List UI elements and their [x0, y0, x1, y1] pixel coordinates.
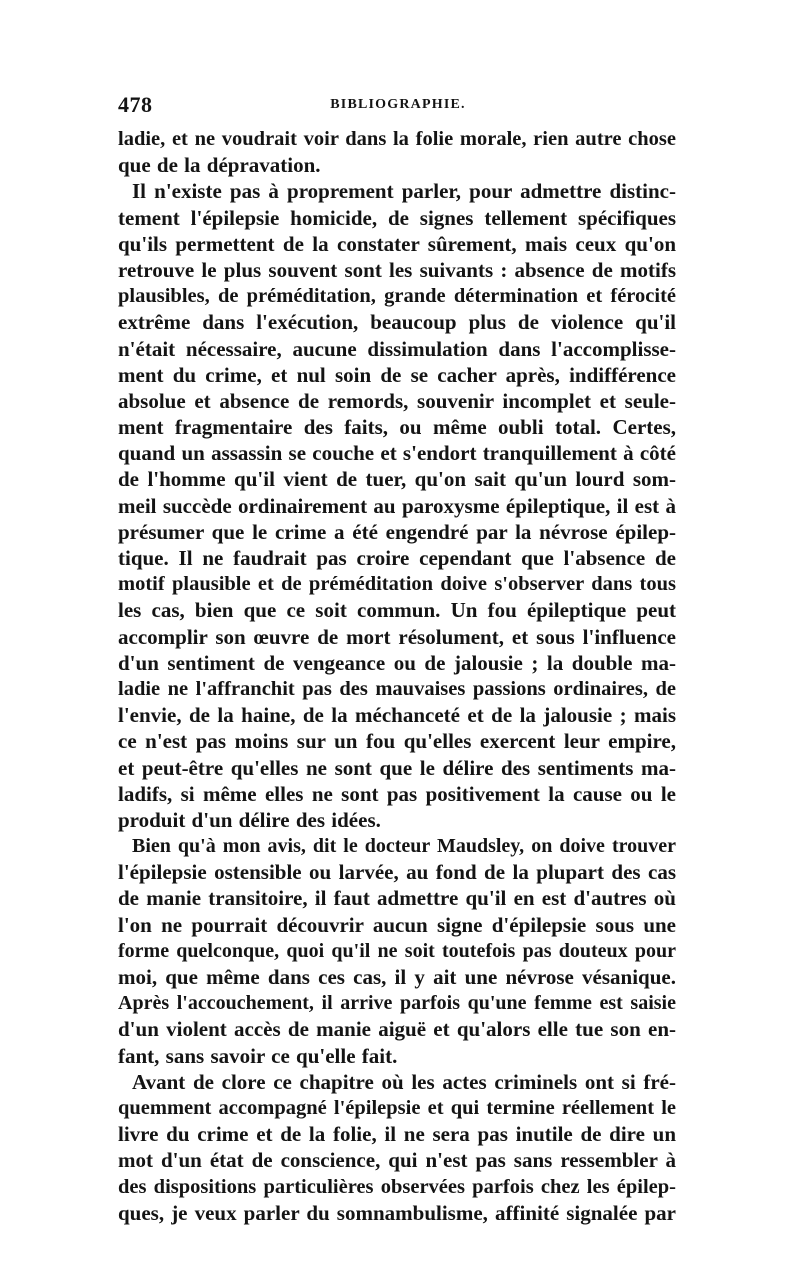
- text-line: l'épilepsie ostensible ou larvée, au fond de la plupart des cas: [118, 860, 676, 885]
- text-line: l'envie, de la haine, de la méchanceté et de la jalousie ; mais: [118, 703, 676, 728]
- text-line: de l'homme qu'il vient de tuer, qu'on sait qu'un lourd som-: [118, 467, 676, 492]
- text-line: motif plausible et de préméditation doive s'observer dans tous: [118, 573, 676, 596]
- text-line: absolue et absence de remords, souvenir incomplet et seule-: [118, 388, 676, 413]
- text-line: moi, que même dans ces cas, il y ait une névrose vésanique.: [118, 965, 676, 989]
- text-line: quemment accompagné l'épilepsie et qui termine réellement le: [118, 1096, 676, 1119]
- text-line: tique. Il ne faudrait pas croire cependant que l'absence de: [118, 546, 676, 570]
- text-line: Après l'accouchement, il arrive parfois qu'une femme est saisie: [118, 992, 676, 1015]
- text-line: ment fragmentaire des faits, ou même oubli total. Certes,: [118, 415, 676, 440]
- running-head: BIBLIOGRAPHIE.: [330, 97, 466, 112]
- text-line: Avant de clore ce chapitre où les actes criminels ont si fré-: [132, 1069, 676, 1094]
- text-line: d'un violent accès de manie aiguë et qu'alors elle tue son en-: [118, 1017, 676, 1042]
- text-line: ladie, et ne voudrait voir dans la folie morale, rien autre chose: [118, 128, 676, 150]
- text-line: livre du crime et de la folie, il ne sera pas inutile de dire un: [118, 1122, 676, 1147]
- text-line: qu'ils permettent de la constater sûrement, mais ceux qu'on: [118, 231, 676, 256]
- text-line: retrouve le plus souvent sont les suivants : absence de motifs: [118, 257, 676, 282]
- text-line: fant, sans savoir ce qu'elle fait.: [118, 1043, 398, 1068]
- text-line: quand un assassin se couche et s'endort tranquillement à côté: [118, 441, 676, 466]
- text-line: ment du crime, et nul soin de se cacher après, indifférence: [118, 362, 676, 387]
- text-line: meil succède ordinairement au paroxysme épileptique, il est à: [118, 493, 676, 518]
- text-line: ce n'est pas moins sur un fou qu'elles exercent leur empire,: [118, 729, 676, 754]
- text-line: ladie ne l'affranchit pas des mauvaises passions ordinaires, de: [118, 677, 676, 700]
- text-line: d'un sentiment de vengeance ou de jalousie ; la double ma-: [118, 650, 676, 675]
- text-line: mot d'un état de conscience, qui n'est pas sans ressembler à: [118, 1148, 676, 1173]
- text-line: présumer que le crime a été engendré par la névrose épilep-: [118, 519, 676, 544]
- text-line: et peut-être qu'elles ne sont que le délire des sentiments ma-: [118, 755, 676, 780]
- text-line: forme quelconque, quoi qu'il ne soit toutefois pas douteux pour: [118, 939, 676, 962]
- text-line: de manie transitoire, il faut admettre qu'il en est d'autres où: [118, 886, 676, 911]
- page-header: [118, 92, 678, 122]
- text-line: plausibles, de préméditation, grande détermination et férocité: [118, 285, 676, 308]
- text-line: l'on ne pourrait découvrir aucun signe d'épilepsie sous une: [118, 912, 676, 937]
- text-line: accomplir son œuvre de mort résolument, et sous l'influence: [118, 624, 676, 649]
- text-line: ques, je veux parler du somnambulisme, affinité signalée par: [118, 1200, 676, 1225]
- text-line: des dispositions particulières observées parfois chez les épilep-: [118, 1175, 676, 1198]
- page-number: 478: [118, 92, 153, 117]
- text-line: les cas, bien que ce soit commun. Un fou épileptique peut: [118, 598, 676, 623]
- text-line: produit d'un délire des idées.: [118, 807, 381, 832]
- text-line: tement l'épilepsie homicide, de signes tellement spécifiques: [118, 205, 676, 230]
- text-line: Il n'existe pas à proprement parler, pour admettre distinc-: [132, 179, 676, 204]
- text-line: que de la dépravation.: [118, 153, 321, 178]
- text-line: n'était nécessaire, aucune dissimulation dans l'accomplisse-: [118, 336, 676, 361]
- text-line: Bien qu'à mon avis, dit le docteur Maudsley, on doive trouver: [132, 835, 676, 858]
- text-line: extrême dans l'exécution, beaucoup plus de violence qu'il: [118, 310, 676, 335]
- text-line: ladifs, si même elles ne sont pas positivement la cause ou le: [118, 781, 676, 806]
- body-text: [118, 126, 676, 1226]
